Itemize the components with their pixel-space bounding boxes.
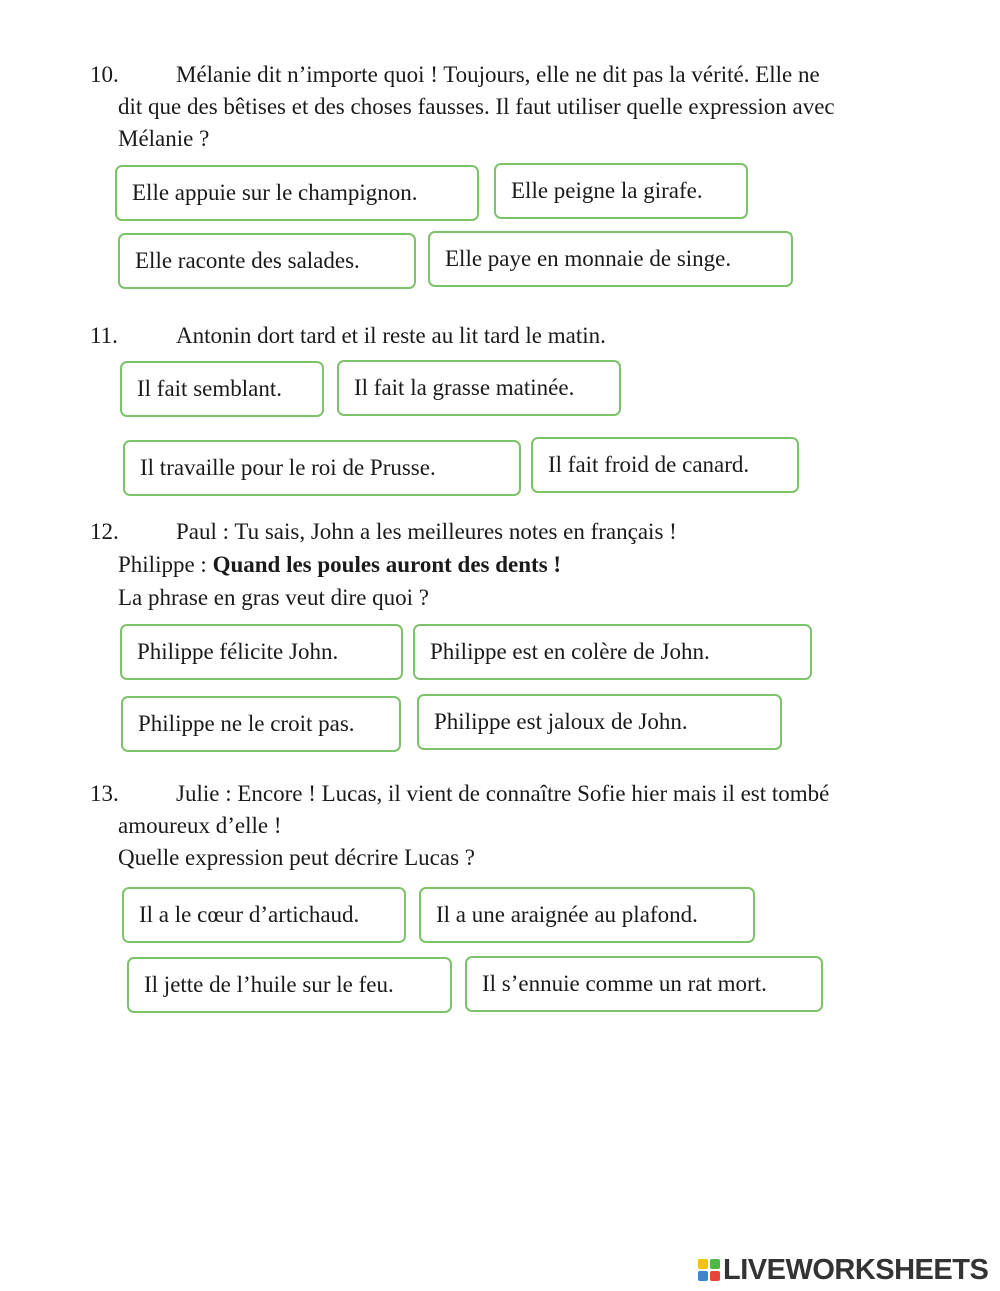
question-number: 11. [90, 323, 118, 348]
question-text: Julie : Encore ! Lucas, il vient de connaître Sofie hier mais il est tombé [176, 781, 830, 806]
question-number: 13. [90, 781, 119, 806]
answer-option[interactable]: Il a le cœur d’artichaud. [122, 887, 406, 943]
answer-option[interactable]: Philippe est jaloux de John. [417, 694, 782, 750]
question-text: Antonin dort tard et il reste au lit tard le matin. [176, 323, 606, 348]
question-text: dit que des bêtises et des choses fausses. Il faut utiliser quelle expression avec [118, 94, 835, 119]
question-text: Quelle expression peut décrire Lucas ? [118, 845, 475, 870]
answer-option[interactable]: Il fait semblant. [120, 361, 324, 417]
speaker-label: Philippe : [118, 552, 213, 577]
bold-reply: Quand les poules auront des dents ! [212, 552, 562, 577]
question-text: Mélanie ? [118, 126, 210, 151]
answer-option[interactable]: Il fait la grasse matinée. [337, 360, 621, 416]
liveworksheets-brand [698, 1252, 988, 1288]
answer-option[interactable]: Elle paye en monnaie de singe. [428, 231, 793, 287]
answer-option[interactable]: Elle appuie sur le champignon. [115, 165, 479, 221]
answer-option[interactable]: Elle peigne la girafe. [494, 163, 748, 219]
logo-square-icon [710, 1259, 720, 1269]
question-text: Paul : Tu sais, John a les meilleures notes en français ! [176, 519, 677, 544]
answer-option[interactable]: Philippe ne le croit pas. [121, 696, 401, 752]
answer-option[interactable]: Il travaille pour le roi de Prusse. [123, 440, 521, 496]
logo-square-icon [710, 1271, 720, 1281]
answer-option[interactable]: Il jette de l’huile sur le feu. [127, 957, 452, 1013]
answer-option[interactable]: Philippe félicite John. [120, 624, 403, 680]
question-text: La phrase en gras veut dire quoi ? [118, 585, 430, 610]
dialogue-line [118, 549, 561, 581]
question-number: 12. [90, 519, 119, 544]
answer-option[interactable]: Il fait froid de canard. [531, 437, 799, 493]
brand-name: LIVEWORKSHEETS [723, 1253, 989, 1286]
logo-square-icon [698, 1271, 708, 1281]
liveworksheets-logo-icon [698, 1259, 720, 1281]
question-text: amoureux d’elle ! [118, 813, 282, 838]
question-text: Mélanie dit n’importe quoi ! Toujours, elle ne dit pas la vérité. Elle ne [176, 62, 820, 87]
answer-option[interactable]: Elle raconte des salades. [118, 233, 416, 289]
answer-option[interactable]: Il a une araignée au plafond. [419, 887, 755, 943]
logo-square-icon [698, 1259, 708, 1269]
answer-option[interactable]: Il s’ennuie comme un rat mort. [465, 956, 823, 1012]
answer-option[interactable]: Philippe est en colère de John. [413, 624, 812, 680]
question-number: 10. [90, 62, 119, 87]
